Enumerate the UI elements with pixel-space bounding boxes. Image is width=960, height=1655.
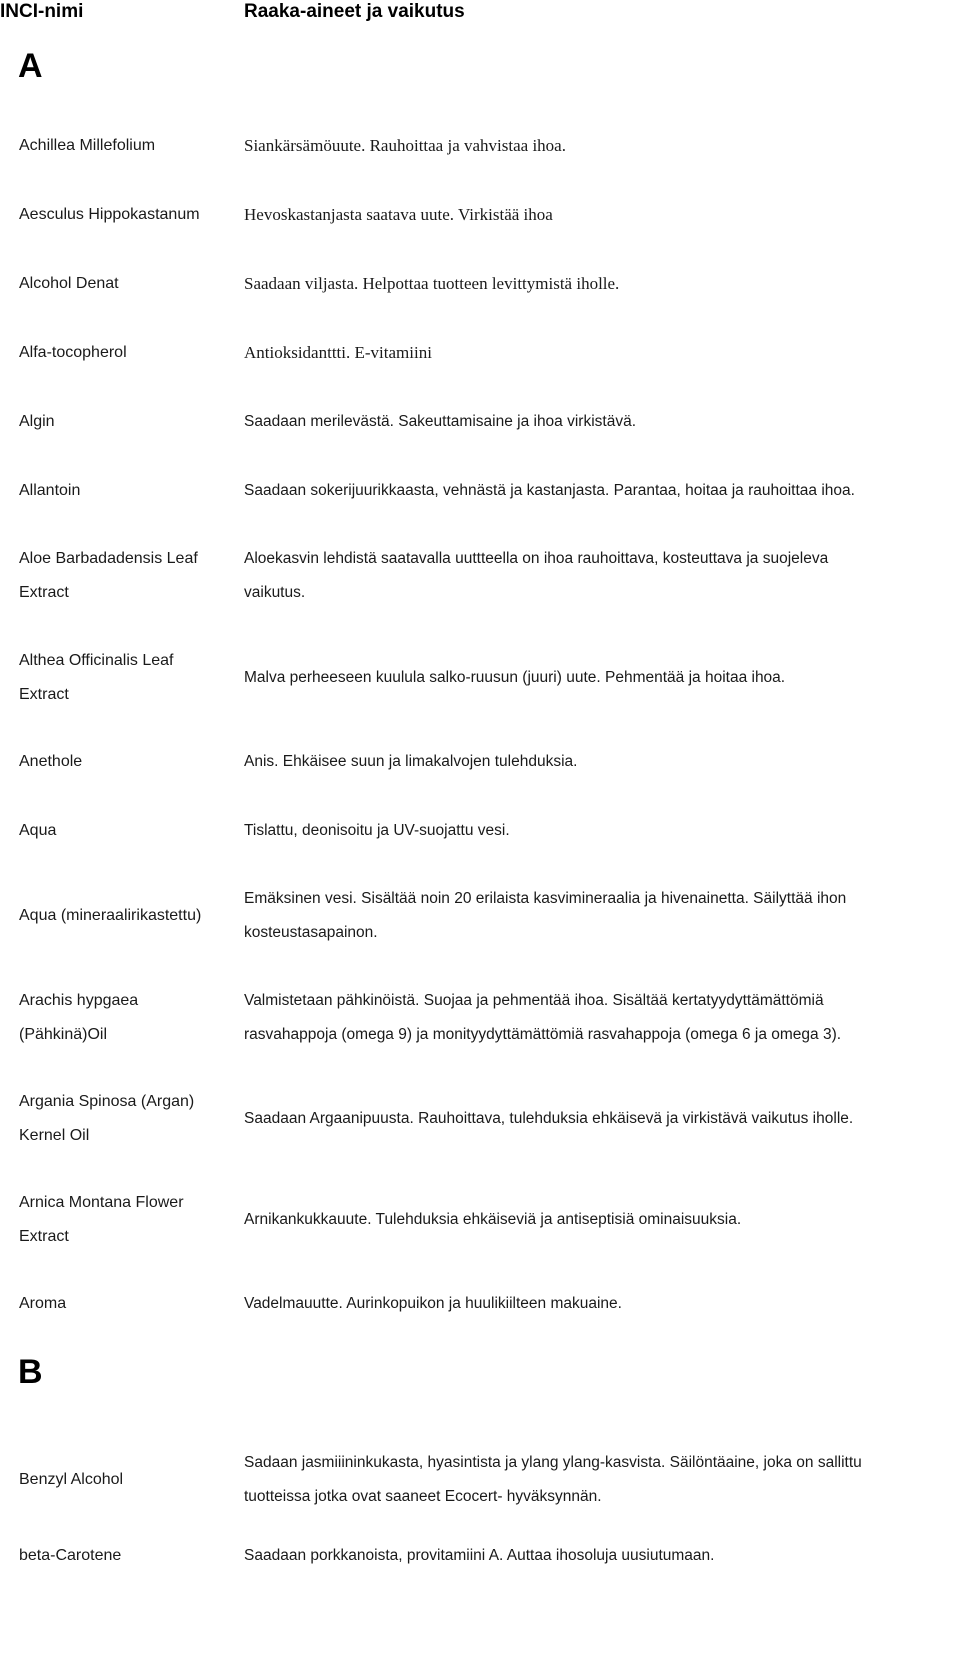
ingredient-description — [244, 1102, 954, 1136]
ingredient-inci-name — [19, 542, 224, 610]
ingredient-inci-name — [19, 267, 224, 301]
ingredient-inci-name-line: Aesculus Hippokastanum — [19, 206, 200, 223]
ingredient-description — [244, 984, 954, 1052]
ingredient-description-line: Tislattu, deonisoitu ja UV-suojattu vesi. — [244, 822, 510, 839]
ingredient-inci-name-line: Aqua (mineraalirikastettu) — [19, 907, 202, 924]
table-header — [0, 0, 960, 24]
ingredient-description-line: Saadaan porkkanoista, provitamiini A. Auttaa ihosoluja uusiutumaan. — [244, 1547, 715, 1564]
ingredient-inci-name — [19, 1085, 224, 1153]
ingredient-description-line: kosteustasapainon. — [244, 924, 378, 941]
ingredient-description — [244, 1287, 954, 1321]
ingredient-description-line: Sadaan jasmiiininkukasta, hyasintista ja ylang ylang-kasvista. Säilöntäaine, joka on sallittu — [244, 1454, 862, 1471]
ingredient-inci-name — [19, 474, 224, 508]
ingredient-inci-name-line: Anethole — [19, 753, 83, 770]
ingredient-description — [244, 814, 954, 848]
ingredient-description — [244, 1539, 954, 1573]
ingredient-description-line: Malva perheeseen kuulula salko-ruusun (juuri) uute. Pehmentää ja hoitaa ihoa. — [244, 669, 786, 686]
ingredient-description — [244, 745, 954, 779]
ingredient-inci-name-line: beta-Carotene — [19, 1547, 122, 1564]
ingredient-description-line: Valmistetaan pähkinöistä. Suojaa ja pehmentää ihoa. Sisältää kertatyydyttämättömiä — [244, 992, 824, 1009]
ingredient-inci-name — [19, 1539, 224, 1573]
ingredient-description-line: rasvahappoja (omega 9) ja monityydyttämättömiä rasvahappoja (omega 6 ja omega 3). — [244, 1026, 842, 1043]
ingredient-inci-name — [19, 1463, 224, 1497]
ingredient-description — [244, 267, 954, 301]
ingredient-description — [244, 336, 954, 370]
ingredient-description — [244, 198, 954, 232]
ingredient-inci-name-line: Extract — [19, 584, 69, 601]
ingredient-inci-name-line: Allantoin — [19, 482, 81, 499]
ingredient-inci-name-line: Extract — [19, 1228, 69, 1245]
ingredient-description-line: Saadaan sokerijuurikkaasta, vehnästä ja kastanjasta. Parantaa, hoitaa ja rauhoittaa ihoa. — [244, 482, 855, 499]
ingredient-description-line: tuotteissa jotka ovat saaneet Ecocert- hyväksynnän. — [244, 1488, 602, 1505]
ingredient-inci-name — [19, 336, 224, 370]
ingredient-inci-name — [19, 1287, 224, 1321]
ingredient-inci-name-line: Benzyl Alcohol — [19, 1471, 124, 1488]
ingredient-inci-name — [19, 745, 224, 779]
ingredient-inci-name — [19, 198, 224, 232]
ingredient-description — [244, 474, 954, 508]
ingredient-inci-name — [19, 984, 224, 1052]
ingredient-inci-name-line: (Pähkinä)Oil — [19, 1026, 108, 1043]
ingredient-inci-name — [19, 644, 224, 712]
ingredient-description-line: Antioksidanttti. E-vitamiini — [244, 343, 432, 362]
ingredient-inci-name-line: Aloe Barbadadensis Leaf — [19, 550, 198, 567]
ingredient-inci-name-line: Kernel Oil — [19, 1127, 90, 1144]
ingredient-inci-name — [19, 1186, 224, 1254]
ingredient-description-line: vaikutus. — [244, 584, 306, 601]
ingredient-description — [244, 882, 954, 950]
ingredient-description — [244, 542, 954, 610]
ingredient-description — [244, 129, 954, 163]
ingredient-description-line: Arnikankukkauute. Tulehduksia ehkäiseviä ja antiseptisiä ominaisuuksia. — [244, 1211, 742, 1228]
ingredient-description-line: Siankärsämöuute. Rauhoittaa ja vahvistaa ihoa. — [244, 136, 566, 155]
section-letter: A — [18, 47, 43, 85]
ingredient-description-line: Aloekasvin lehdistä saatavalla uuttteella on ihoa rauhoittava, kosteuttava ja suojeleva — [244, 550, 829, 567]
column-header-inci-name: INCI-nimi — [0, 1, 84, 22]
ingredient-description-line: Saadaan Argaanipuusta. Rauhoittava, tulehduksia ehkäisevä ja virkistävä vaikutus iholle. — [244, 1110, 854, 1127]
ingredient-inci-name-line: Arachis hypgaea — [19, 992, 139, 1009]
ingredient-inci-name-line: Aroma — [19, 1295, 67, 1312]
ingredient-description-line: Anis. Ehkäisee suun ja limakalvojen tulehduksia. — [244, 753, 578, 770]
ingredient-inci-name-line: Achillea Millefolium — [19, 137, 156, 154]
column-header-ingredients-effects: Raaka-aineet ja vaikutus — [244, 1, 465, 22]
section-letter: B — [18, 1353, 43, 1391]
ingredient-inci-name — [19, 129, 224, 163]
ingredient-inci-name-line: Aqua — [19, 822, 57, 839]
ingredient-description — [244, 1203, 954, 1237]
ingredient-inci-name-line: Extract — [19, 686, 69, 703]
ingredient-inci-name-line: Althea Officinalis Leaf — [19, 652, 174, 669]
ingredient-inci-name — [19, 405, 224, 439]
ingredient-inci-name-line: Alcohol Denat — [19, 275, 119, 292]
ingredient-inci-name-line: Arnica Montana Flower — [19, 1194, 184, 1211]
ingredient-description — [244, 1446, 954, 1514]
ingredient-description-line: Saadaan viljasta. Helpottaa tuotteen levittymistä iholle. — [244, 274, 620, 293]
ingredient-description-line: Hevoskastanjasta saatava uute. Virkistää ihoa — [244, 205, 553, 224]
ingredient-description-line: Emäksinen vesi. Sisältää noin 20 erilaista kasvimineraalia ja hivenainetta. Säilyttää ihon — [244, 890, 847, 907]
ingredient-description-line: Vadelmauutte. Aurinkopuikon ja huulikiilteen makuaine. — [244, 1295, 622, 1312]
ingredient-description — [244, 661, 954, 695]
ingredient-description-line: Saadaan merilevästä. Sakeuttamisaine ja ihoa virkistävä. — [244, 413, 637, 430]
ingredient-description — [244, 405, 954, 439]
ingredient-inci-name — [19, 814, 224, 848]
ingredient-inci-name-line: Algin — [19, 413, 55, 430]
ingredient-inci-name-line: Alfa-tocopherol — [19, 344, 127, 361]
ingredient-inci-name-line: Argania Spinosa (Argan) — [19, 1093, 195, 1110]
ingredient-inci-name — [19, 899, 224, 933]
